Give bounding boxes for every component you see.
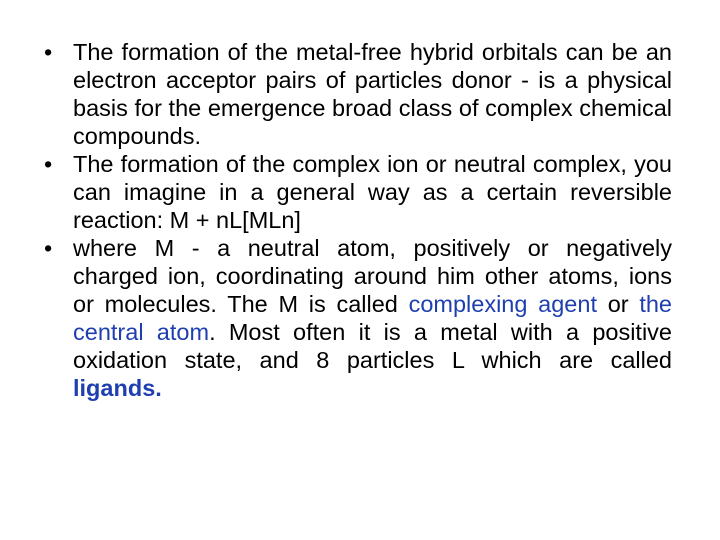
bullet-item-3	[44, 234, 672, 402]
term-complexing-agent: complexing agent	[408, 291, 597, 317]
term-ligands: ligands.	[73, 375, 162, 401]
bullet-text-part: . Most often it is a metal with a positive oxidation state, and 8 particles L which are called	[73, 319, 673, 373]
bullet-list	[44, 38, 672, 402]
bullet-marker: •	[44, 235, 53, 261]
term-central-atom: the central atom	[73, 291, 672, 345]
bullet-text-part: where M - a neutral atom, positively or negatively charged ion, coordinating around him other atoms, ions or molecules. The M is called	[73, 235, 672, 317]
bullet-marker: •	[44, 151, 53, 177]
bullet-item-2	[44, 150, 672, 234]
bullet-text-part: or	[596, 291, 640, 317]
bullet-marker: •	[44, 39, 53, 65]
bullet-text: The formation of the metal-free hybrid orbitals can be an electron acceptor pairs of particles donor - is a physical basis for the emergence broad class of complex chemical compounds.	[73, 39, 672, 149]
bullet-text: The formation of the complex ion or neutral complex, you can imagine in a general way as a certain reversible reaction: M + nL[MLn]	[73, 151, 672, 233]
bullet-item-1	[44, 38, 672, 150]
